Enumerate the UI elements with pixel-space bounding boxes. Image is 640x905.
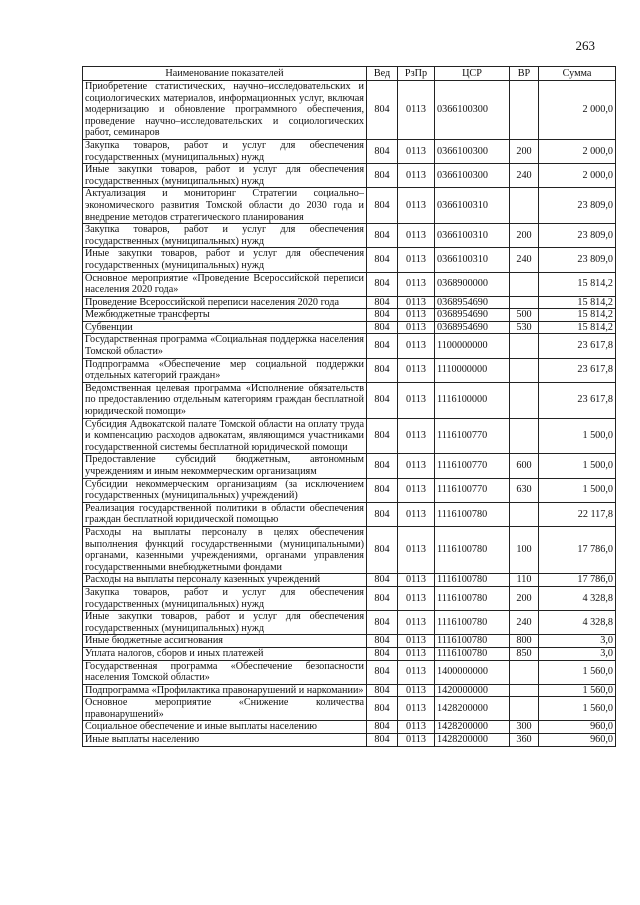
cell-vr: 240 bbox=[510, 611, 539, 635]
cell-sum: 15 814,2 bbox=[539, 309, 616, 322]
cell-sum: 2 000,0 bbox=[539, 81, 616, 140]
cell-csr: 1400000000 bbox=[435, 660, 510, 684]
cell-csr: 1116100770 bbox=[435, 454, 510, 478]
header-vr: ВР bbox=[510, 67, 539, 81]
cell-ved: 804 bbox=[367, 734, 398, 747]
cell-ved: 804 bbox=[367, 526, 398, 573]
cell-ved: 804 bbox=[367, 574, 398, 587]
cell-ved: 804 bbox=[367, 334, 398, 358]
cell-ved: 804 bbox=[367, 224, 398, 248]
table-row bbox=[83, 358, 616, 382]
page-number: 263 bbox=[575, 38, 595, 53]
cell-vr bbox=[510, 697, 539, 721]
cell-csr: 0366100300 bbox=[435, 164, 510, 188]
cell-ved: 804 bbox=[367, 647, 398, 660]
cell-csr: 1116100770 bbox=[435, 478, 510, 502]
budget-table bbox=[82, 66, 616, 747]
cell-csr: 0368900000 bbox=[435, 272, 510, 296]
cell-name: Субвенции bbox=[83, 321, 367, 334]
cell-vr bbox=[510, 358, 539, 382]
cell-vr: 850 bbox=[510, 647, 539, 660]
cell-name: Межбюджетные трансферты bbox=[83, 309, 367, 322]
cell-ved: 804 bbox=[367, 358, 398, 382]
cell-sum: 23 809,0 bbox=[539, 188, 616, 224]
cell-vr: 200 bbox=[510, 586, 539, 610]
cell-sum: 23 617,8 bbox=[539, 358, 616, 382]
table-row bbox=[83, 164, 616, 188]
cell-sum: 17 786,0 bbox=[539, 574, 616, 587]
cell-vr: 530 bbox=[510, 321, 539, 334]
cell-name: Ведомственная целевая программа «Исполнение обязательств по предоставлению отдельным категориям граждан бесплатной юридической помощи» bbox=[83, 382, 367, 418]
cell-vr: 500 bbox=[510, 309, 539, 322]
cell-sum: 15 814,2 bbox=[539, 296, 616, 309]
cell-vr: 240 bbox=[510, 248, 539, 272]
cell-vr bbox=[510, 81, 539, 140]
cell-name: Социальное обеспечение и иные выплаты населению bbox=[83, 721, 367, 734]
cell-sum: 2 000,0 bbox=[539, 139, 616, 163]
cell-vr: 100 bbox=[510, 526, 539, 573]
cell-rzpr: 0113 bbox=[398, 382, 435, 418]
cell-sum: 15 814,2 bbox=[539, 272, 616, 296]
cell-rzpr: 0113 bbox=[398, 164, 435, 188]
cell-rzpr: 0113 bbox=[398, 697, 435, 721]
cell-ved: 804 bbox=[367, 660, 398, 684]
header-ved: Вед bbox=[367, 67, 398, 81]
cell-csr: 0368954690 bbox=[435, 296, 510, 309]
cell-vr: 600 bbox=[510, 454, 539, 478]
cell-sum: 23 617,8 bbox=[539, 334, 616, 358]
header-csr: ЦСР bbox=[435, 67, 510, 81]
cell-rzpr: 0113 bbox=[398, 296, 435, 309]
cell-vr: 300 bbox=[510, 721, 539, 734]
cell-rzpr: 0113 bbox=[398, 502, 435, 526]
cell-name: Актуализация и мониторинг Стратегии социально–экономического развития Томской области до 2030 года и внедрение методов стратегического планирования bbox=[83, 188, 367, 224]
cell-csr: 1116100780 bbox=[435, 526, 510, 573]
cell-vr: 110 bbox=[510, 574, 539, 587]
cell-vr bbox=[510, 334, 539, 358]
cell-sum: 1 500,0 bbox=[539, 454, 616, 478]
table-row bbox=[83, 586, 616, 610]
table-row bbox=[83, 574, 616, 587]
cell-sum: 22 117,8 bbox=[539, 502, 616, 526]
cell-rzpr: 0113 bbox=[398, 647, 435, 660]
table-row bbox=[83, 526, 616, 573]
cell-sum: 1 560,0 bbox=[539, 660, 616, 684]
cell-csr: 1116100780 bbox=[435, 502, 510, 526]
cell-csr: 0366100310 bbox=[435, 248, 510, 272]
cell-rzpr: 0113 bbox=[398, 526, 435, 573]
cell-vr bbox=[510, 272, 539, 296]
cell-name: Подпрограмма «Профилактика правонарушений и наркомании» bbox=[83, 684, 367, 697]
cell-ved: 804 bbox=[367, 296, 398, 309]
cell-rzpr: 0113 bbox=[398, 272, 435, 296]
cell-csr: 1116100000 bbox=[435, 382, 510, 418]
cell-ved: 804 bbox=[367, 309, 398, 322]
table-row bbox=[83, 660, 616, 684]
header-name: Наименование показателей bbox=[83, 67, 367, 81]
table-row bbox=[83, 697, 616, 721]
cell-rzpr: 0113 bbox=[398, 321, 435, 334]
cell-rzpr: 0113 bbox=[398, 721, 435, 734]
cell-sum: 960,0 bbox=[539, 734, 616, 747]
cell-name: Субсидии некоммерческим организациям (за исключением государственных (муниципальных) учреждений) bbox=[83, 478, 367, 502]
table-row bbox=[83, 272, 616, 296]
cell-ved: 804 bbox=[367, 635, 398, 648]
cell-csr: 1116100770 bbox=[435, 418, 510, 454]
cell-csr: 1110000000 bbox=[435, 358, 510, 382]
table-row bbox=[83, 321, 616, 334]
cell-ved: 804 bbox=[367, 586, 398, 610]
cell-sum: 2 000,0 bbox=[539, 164, 616, 188]
cell-sum: 15 814,2 bbox=[539, 321, 616, 334]
cell-sum: 17 786,0 bbox=[539, 526, 616, 573]
table-row bbox=[83, 382, 616, 418]
cell-rzpr: 0113 bbox=[398, 248, 435, 272]
cell-rzpr: 0113 bbox=[398, 81, 435, 140]
cell-rzpr: 0113 bbox=[398, 224, 435, 248]
cell-name: Государственная программа «Обеспечение безопасности населения Томской области» bbox=[83, 660, 367, 684]
cell-vr bbox=[510, 684, 539, 697]
cell-name: Иные закупки товаров, работ и услуг для обеспечения государственных (муниципальных) нужд bbox=[83, 611, 367, 635]
cell-rzpr: 0113 bbox=[398, 188, 435, 224]
cell-name: Иные выплаты населению bbox=[83, 734, 367, 747]
cell-name: Иные бюджетные ассигнования bbox=[83, 635, 367, 648]
cell-rzpr: 0113 bbox=[398, 454, 435, 478]
table-row bbox=[83, 309, 616, 322]
cell-ved: 804 bbox=[367, 611, 398, 635]
cell-name: Расходы на выплаты персоналу в целях обеспечения выполнения функций государственными (муниципальными) органами, казенными учреждениями, органами управления государственными внебюджетными фондами bbox=[83, 526, 367, 573]
cell-ved: 804 bbox=[367, 188, 398, 224]
cell-csr: 0366100310 bbox=[435, 188, 510, 224]
table-row bbox=[83, 139, 616, 163]
cell-name: Субсидия Адвокатской палате Томской области на оплату труда и компенсацию расходов адвокатам, являющимся участниками государственной системы бесплатной юридической помощи bbox=[83, 418, 367, 454]
cell-rzpr: 0113 bbox=[398, 334, 435, 358]
cell-vr: 360 bbox=[510, 734, 539, 747]
cell-sum: 4 328,8 bbox=[539, 586, 616, 610]
cell-ved: 804 bbox=[367, 454, 398, 478]
table-row bbox=[83, 248, 616, 272]
table-row bbox=[83, 721, 616, 734]
cell-rzpr: 0113 bbox=[398, 635, 435, 648]
cell-rzpr: 0113 bbox=[398, 611, 435, 635]
cell-vr: 630 bbox=[510, 478, 539, 502]
cell-name: Иные закупки товаров, работ и услуг для обеспечения государственных (муниципальных) нужд bbox=[83, 248, 367, 272]
table-row bbox=[83, 296, 616, 309]
cell-csr: 0366100310 bbox=[435, 224, 510, 248]
cell-csr: 0368954690 bbox=[435, 309, 510, 322]
table-row bbox=[83, 734, 616, 747]
cell-name: Приобретение статистических, научно–исследовательских и социологических материалов, информационных услуг, включая модернизацию и обновление программного обеспечения, проведение научно–исследовательских и социологических работ, семинаров bbox=[83, 81, 367, 140]
cell-csr: 1428200000 bbox=[435, 697, 510, 721]
cell-sum: 3,0 bbox=[539, 647, 616, 660]
table-row bbox=[83, 478, 616, 502]
table-row bbox=[83, 188, 616, 224]
table-row bbox=[83, 334, 616, 358]
cell-vr bbox=[510, 502, 539, 526]
cell-vr bbox=[510, 418, 539, 454]
cell-ved: 804 bbox=[367, 697, 398, 721]
cell-rzpr: 0113 bbox=[398, 418, 435, 454]
cell-ved: 804 bbox=[367, 321, 398, 334]
cell-csr: 1428200000 bbox=[435, 721, 510, 734]
table-row bbox=[83, 611, 616, 635]
cell-rzpr: 0113 bbox=[398, 660, 435, 684]
cell-csr: 1116100780 bbox=[435, 611, 510, 635]
cell-name: Основное мероприятие «Снижение количества правонарушений» bbox=[83, 697, 367, 721]
cell-rzpr: 0113 bbox=[398, 309, 435, 322]
cell-rzpr: 0113 bbox=[398, 358, 435, 382]
table-row bbox=[83, 454, 616, 478]
cell-name: Закупка товаров, работ и услуг для обеспечения государственных (муниципальных) нужд bbox=[83, 224, 367, 248]
cell-name: Основное мероприятие «Проведение Всероссийской переписи населения 2020 года» bbox=[83, 272, 367, 296]
cell-sum: 23 617,8 bbox=[539, 382, 616, 418]
cell-ved: 804 bbox=[367, 272, 398, 296]
cell-name: Реализация государственной политики в области обеспечения граждан бесплатной юридической помощью bbox=[83, 502, 367, 526]
cell-name: Расходы на выплаты персоналу казенных учреждений bbox=[83, 574, 367, 587]
table-row bbox=[83, 502, 616, 526]
cell-rzpr: 0113 bbox=[398, 139, 435, 163]
cell-name: Проведение Всероссийской переписи населения 2020 года bbox=[83, 296, 367, 309]
cell-name: Предоставление субсидий бюджетным, автономным учреждениям и иным некоммерческим организациям bbox=[83, 454, 367, 478]
cell-csr: 0366100300 bbox=[435, 81, 510, 140]
cell-name: Закупка товаров, работ и услуг для обеспечения государственных (муниципальных) нужд bbox=[83, 586, 367, 610]
cell-ved: 804 bbox=[367, 684, 398, 697]
cell-sum: 4 328,8 bbox=[539, 611, 616, 635]
cell-csr: 1116100780 bbox=[435, 586, 510, 610]
table-row bbox=[83, 635, 616, 648]
cell-csr: 1116100780 bbox=[435, 635, 510, 648]
cell-vr: 200 bbox=[510, 139, 539, 163]
cell-ved: 804 bbox=[367, 478, 398, 502]
table-row bbox=[83, 684, 616, 697]
cell-sum: 1 560,0 bbox=[539, 684, 616, 697]
cell-sum: 23 809,0 bbox=[539, 248, 616, 272]
cell-csr: 1116100780 bbox=[435, 574, 510, 587]
cell-csr: 0368954690 bbox=[435, 321, 510, 334]
table-row bbox=[83, 647, 616, 660]
cell-name: Иные закупки товаров, работ и услуг для обеспечения государственных (муниципальных) нужд bbox=[83, 164, 367, 188]
cell-rzpr: 0113 bbox=[398, 586, 435, 610]
cell-name: Государственная программа «Социальная поддержка населения Томской области» bbox=[83, 334, 367, 358]
cell-rzpr: 0113 bbox=[398, 684, 435, 697]
cell-ved: 804 bbox=[367, 248, 398, 272]
cell-name: Закупка товаров, работ и услуг для обеспечения государственных (муниципальных) нужд bbox=[83, 139, 367, 163]
cell-sum: 1 500,0 bbox=[539, 418, 616, 454]
cell-csr: 0366100300 bbox=[435, 139, 510, 163]
cell-vr bbox=[510, 188, 539, 224]
cell-vr bbox=[510, 382, 539, 418]
cell-ved: 804 bbox=[367, 382, 398, 418]
cell-csr: 1420000000 bbox=[435, 684, 510, 697]
cell-csr: 1100000000 bbox=[435, 334, 510, 358]
cell-vr: 200 bbox=[510, 224, 539, 248]
cell-rzpr: 0113 bbox=[398, 574, 435, 587]
cell-sum: 1 500,0 bbox=[539, 478, 616, 502]
cell-vr: 800 bbox=[510, 635, 539, 648]
cell-vr: 240 bbox=[510, 164, 539, 188]
cell-rzpr: 0113 bbox=[398, 478, 435, 502]
cell-ved: 804 bbox=[367, 502, 398, 526]
cell-sum: 23 809,0 bbox=[539, 224, 616, 248]
cell-name: Подпрограмма «Обеспечение мер социальной поддержки отдельных категорий граждан» bbox=[83, 358, 367, 382]
cell-sum: 1 560,0 bbox=[539, 697, 616, 721]
table-row bbox=[83, 81, 616, 140]
table-row bbox=[83, 418, 616, 454]
header-rzpr: РзПр bbox=[398, 67, 435, 81]
cell-ved: 804 bbox=[367, 164, 398, 188]
cell-name: Уплата налогов, сборов и иных платежей bbox=[83, 647, 367, 660]
cell-csr: 1116100780 bbox=[435, 647, 510, 660]
table-row bbox=[83, 224, 616, 248]
cell-vr bbox=[510, 660, 539, 684]
cell-rzpr: 0113 bbox=[398, 734, 435, 747]
cell-ved: 804 bbox=[367, 418, 398, 454]
cell-ved: 804 bbox=[367, 721, 398, 734]
cell-ved: 804 bbox=[367, 139, 398, 163]
header-row bbox=[83, 67, 616, 81]
cell-sum: 960,0 bbox=[539, 721, 616, 734]
cell-ved: 804 bbox=[367, 81, 398, 140]
cell-csr: 1428200000 bbox=[435, 734, 510, 747]
cell-sum: 3,0 bbox=[539, 635, 616, 648]
header-sum: Сумма bbox=[539, 67, 616, 81]
cell-vr bbox=[510, 296, 539, 309]
